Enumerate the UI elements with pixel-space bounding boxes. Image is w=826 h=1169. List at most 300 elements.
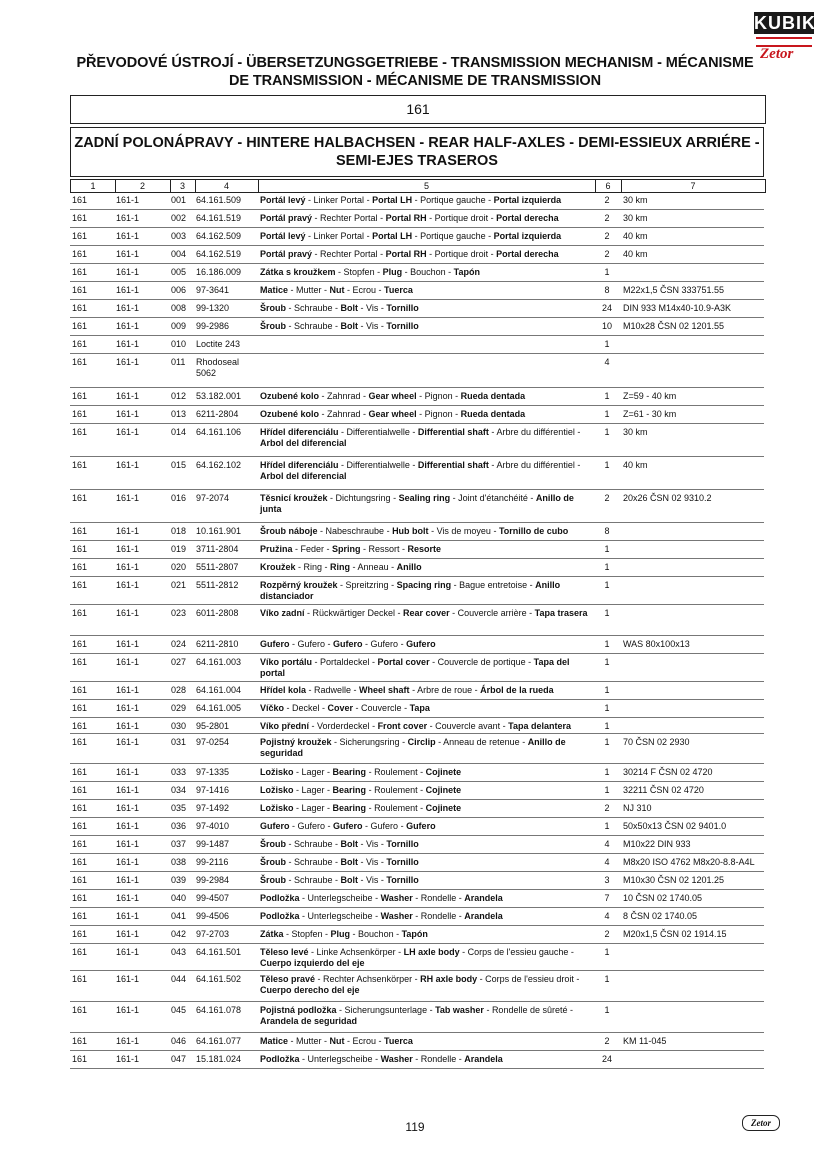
cell-c3: 037: [171, 839, 187, 849]
cell-c6: 1: [604, 562, 610, 572]
cell-c5: Podložka - Unterlegscheibe - Washer - Rondelle - Arandela: [260, 911, 503, 921]
table-row: [70, 926, 764, 944]
cell-c3: 010: [171, 339, 187, 349]
cell-c6: 1: [604, 460, 610, 470]
cell-c2: 161-1: [116, 875, 140, 885]
kubik-zetor-logo: [754, 12, 814, 72]
table-row: [70, 559, 764, 577]
cell-c5: Zátka - Stopfen - Plug - Bouchon - Tapón: [260, 929, 428, 939]
cell-c4: 5511-2812: [196, 580, 239, 590]
cell-c6: 24: [601, 1054, 612, 1064]
cell-c1: 161: [72, 493, 88, 503]
cell-c5: Těleso pravé - Rechter Achsenkörper - RH axle body - Corps de l'essieu droit - Cuerpo derecho del eje: [260, 974, 580, 995]
table-row: [70, 1033, 764, 1051]
cell-c1: 161: [72, 409, 88, 419]
cell-c2: 161-1: [116, 608, 140, 618]
cell-c5: Portál levý - Linker Portal - Portal LH - Portique gauche - Portal izquierda: [260, 195, 562, 205]
cell-c1: 161: [72, 526, 88, 536]
cell-c6: 1: [604, 785, 610, 795]
cell-c4: 64.161.502: [196, 974, 242, 984]
cell-c5: Podložka - Unterlegscheibe - Washer - Rondelle - Arandela: [260, 893, 503, 903]
cell-c4: Loctite 243: [196, 339, 241, 349]
cell-c7: DIN 933 M14x40-10.9-A3K: [623, 303, 732, 313]
cell-c3: 005: [171, 267, 187, 277]
cell-c2: 161-1: [116, 285, 140, 295]
cell-c1: 161: [72, 685, 88, 695]
cell-c3: 001: [171, 195, 187, 205]
cell-c6: 2: [604, 213, 610, 223]
footer-zetor-logo: Zetor: [742, 1115, 780, 1131]
cell-c6: 10: [601, 321, 612, 331]
cell-c7: 8 ČSN 02 1740.05: [623, 911, 698, 921]
cell-c3: 035: [171, 803, 187, 813]
table-row: [70, 318, 764, 336]
cell-c5: Gufero - Gufero - Gufero - Gufero - Gufero: [260, 821, 436, 831]
cell-c4: 64.161.005: [196, 703, 242, 713]
cell-c1: 161: [72, 857, 88, 867]
cell-c2: 161-1: [116, 929, 140, 939]
cell-c7: 70 ČSN 02 2930: [623, 737, 690, 747]
cell-c6: 2: [604, 1036, 610, 1046]
cell-c2: 161-1: [116, 544, 140, 554]
cell-c4: 64.161.519: [196, 213, 242, 223]
cell-c2: 161-1: [116, 785, 140, 795]
cell-c4: 97-1492: [196, 803, 230, 813]
cell-c4: 99-1487: [196, 839, 230, 849]
table-row: [70, 523, 764, 541]
cell-c2: 161-1: [116, 737, 140, 747]
cell-c3: 030: [171, 721, 187, 731]
cell-c2: 161-1: [116, 357, 140, 367]
cell-c3: 041: [171, 911, 187, 921]
cell-c6: 4: [604, 839, 610, 849]
cell-c3: 042: [171, 929, 187, 939]
cell-c6: 8: [604, 526, 610, 536]
cell-c3: 019: [171, 544, 187, 554]
cell-c5: Matice - Mutter - Nut - Ecrou - Tuerca: [260, 285, 413, 295]
cell-c7: Z=59 - 40 km: [623, 391, 677, 401]
cell-c5: Ložisko - Lager - Bearing - Roulement - Cojinete: [260, 785, 462, 795]
cell-c2: 161-1: [116, 821, 140, 831]
cell-c3: 036: [171, 821, 187, 831]
cell-c5: Šroub - Schraube - Bolt - Vis - Tornillo: [260, 839, 419, 849]
cell-c5: Víko přední - Vorderdeckel - Front cover - Couvercle avant - Tapa delantera: [260, 721, 571, 731]
table-row: [70, 654, 764, 682]
cell-c6: 1: [604, 608, 610, 618]
cell-c2: 161-1: [116, 339, 140, 349]
table-row: [70, 682, 764, 700]
cell-c5: Pružina - Feder - Spring - Ressort - Resorte: [260, 544, 442, 554]
cell-c2: 161-1: [116, 409, 140, 419]
cell-c1: 161: [72, 231, 88, 241]
cell-c1: 161: [72, 580, 88, 590]
cell-c3: 018: [171, 526, 187, 536]
cell-c4: 3711-2804: [196, 544, 239, 554]
cell-c5: Těsnicí kroužek - Dichtungsring - Sealing ring - Joint d'étanchéité - Anillo de junta: [260, 493, 574, 514]
cell-c3: 046: [171, 1036, 187, 1046]
cell-c7: M8x20 ISO 4762 M8x20-8.8-A4L: [623, 857, 755, 867]
cell-c2: 161-1: [116, 657, 140, 667]
cell-c4: 99-4506: [196, 911, 230, 921]
cell-c7: 20x26 ČSN 02 9310.2: [623, 493, 712, 503]
cell-c2: 161-1: [116, 580, 140, 590]
cell-c1: 161: [72, 562, 88, 572]
cell-c3: 008: [171, 303, 187, 313]
cell-c3: 033: [171, 767, 187, 777]
table-row: [70, 908, 764, 926]
cell-c5: Rozpěrný kroužek - Spreitzring - Spacing ring - Bague entretoise - Anillo distanciador: [260, 580, 561, 601]
cell-c2: 161-1: [116, 767, 140, 777]
cell-c7: 40 km: [623, 460, 648, 470]
table-row: [70, 764, 764, 782]
cell-c2: 161-1: [116, 391, 140, 401]
cell-c3: 034: [171, 785, 187, 795]
cell-c6: 1: [604, 685, 610, 695]
cell-c1: 161: [72, 703, 88, 713]
cell-c4: 99-2986: [196, 321, 230, 331]
cell-c3: 015: [171, 460, 187, 470]
cell-c5: Šroub - Schraube - Bolt - Vis - Tornillo: [260, 303, 419, 313]
cell-c2: 161-1: [116, 493, 140, 503]
cell-c4: 53.182.001: [196, 391, 242, 401]
cell-c5: Ložisko - Lager - Bearing - Roulement - Cojinete: [260, 767, 462, 777]
cell-c1: 161: [72, 947, 88, 957]
cell-c6: 1: [604, 267, 610, 277]
table-row: [70, 700, 764, 718]
cell-c4: 97-2074: [196, 493, 230, 503]
cell-c6: 1: [604, 409, 610, 419]
cell-c5: Pojistný kroužek - Sicherungsring - Circlip - Anneau de retenue - Anillo de seguridad: [260, 737, 566, 758]
cell-c4: 64.161.078: [196, 1005, 242, 1015]
cell-c6: 2: [604, 249, 610, 259]
cell-c1: 161: [72, 427, 88, 437]
cell-c4: 97-0254: [196, 737, 230, 747]
col-header-7: 7: [690, 181, 696, 191]
cell-c7: 50x50x13 ČSN 02 9401.0: [623, 821, 727, 831]
cell-c1: 161: [72, 391, 88, 401]
cell-c7: Z=61 - 30 km: [623, 409, 677, 419]
cell-c5: Pojistná podložka - Sicherungsunterlage - Tab washer - Rondelle de sûreté - Arandela de seguridad: [260, 1005, 573, 1026]
cell-c5: Portál pravý - Rechter Portal - Portal RH - Portique droit - Portal derecha: [260, 249, 559, 259]
cell-c3: 043: [171, 947, 187, 957]
cell-c1: 161: [72, 1054, 88, 1064]
cell-c3: 038: [171, 857, 187, 867]
cell-c2: 161-1: [116, 303, 140, 313]
table-row: [70, 282, 764, 300]
cell-c7: 40 km: [623, 231, 648, 241]
cell-c1: 161: [72, 213, 88, 223]
cell-c2: 161-1: [116, 685, 140, 695]
cell-c2: 161-1: [116, 460, 140, 470]
cell-c4: 64.161.003: [196, 657, 242, 667]
table-row: [70, 636, 764, 654]
table-row: [70, 890, 764, 908]
cell-c1: 161: [72, 737, 88, 747]
cell-c5: Víko portálu - Portaldeckel - Portal cover - Couvercle de portique - Tapa del portal: [260, 657, 570, 678]
cell-c1: 161: [72, 821, 88, 831]
cell-c4: 64.162.509: [196, 231, 242, 241]
cell-c4: 10.161.901: [196, 526, 242, 536]
cell-c6: 3: [604, 875, 610, 885]
cell-c2: 161-1: [116, 1054, 140, 1064]
cell-c1: 161: [72, 875, 88, 885]
cell-c5: Podložka - Unterlegscheibe - Washer - Rondelle - Arandela: [260, 1054, 503, 1064]
table-row: [70, 944, 764, 971]
table-row: [70, 424, 764, 457]
cell-c6: 1: [604, 544, 610, 554]
cell-c3: 016: [171, 493, 187, 503]
cell-c4: 99-2116: [196, 857, 229, 867]
cell-c3: 027: [171, 657, 187, 667]
cell-c5: Hřídel diferenciálu - Differentialwelle - Differential shaft - Arbre du différentiel - Arbol del diferencial: [260, 460, 581, 481]
cell-c7: M10x22 DIN 933: [623, 839, 691, 849]
cell-c1: 161: [72, 893, 88, 903]
cell-c3: 028: [171, 685, 187, 695]
cell-c2: 161-1: [116, 803, 140, 813]
cell-c3: 031: [171, 737, 187, 747]
cell-c1: 161: [72, 195, 88, 205]
cell-c1: 161: [72, 544, 88, 554]
group-number: 161: [70, 95, 766, 124]
cell-c2: 161-1: [116, 1036, 140, 1046]
cell-c5: Víko zadní - Rückwärtiger Deckel - Rear cover - Couvercle arrière - Tapa trasera: [260, 608, 588, 618]
cell-c5: Víčko - Deckel - Cover - Couvercle - Tapa: [260, 703, 430, 713]
cell-c6: 1: [604, 391, 610, 401]
cell-c5: Hřídel kola - Radwelle - Wheel shaft - Arbre de roue - Árbol de la rueda: [260, 685, 554, 695]
cell-c6: 1: [604, 580, 610, 590]
cell-c2: 161-1: [116, 321, 140, 331]
cell-c6: 4: [604, 357, 610, 367]
cell-c6: 8: [604, 285, 610, 295]
cell-c1: 161: [72, 303, 88, 313]
table-row: [70, 1051, 764, 1069]
cell-c3: 020: [171, 562, 187, 572]
cell-c5: Šroub - Schraube - Bolt - Vis - Tornillo: [260, 857, 419, 867]
cell-c7: 30 km: [623, 195, 648, 205]
cell-c2: 161-1: [116, 249, 140, 259]
cell-c4: 64.162.102: [196, 460, 242, 470]
cell-c1: 161: [72, 1036, 88, 1046]
cell-c4: 5511-2807: [196, 562, 239, 572]
cell-c6: 1: [604, 703, 610, 713]
cell-c3: 021: [171, 580, 187, 590]
cell-c1: 161: [72, 285, 88, 295]
cell-c3: 011: [171, 357, 186, 367]
logo-brand: KUBIK: [754, 13, 816, 33]
col-header-1: 1: [90, 181, 96, 191]
cell-c1: 161: [72, 974, 88, 984]
table-row: [70, 388, 764, 406]
cell-c2: 161-1: [116, 639, 140, 649]
cell-c1: 161: [72, 321, 88, 331]
cell-c7: NJ 310: [623, 803, 652, 813]
table-row: [70, 300, 764, 318]
cell-c5: Šroub - Schraube - Bolt - Vis - Tornillo: [260, 875, 419, 885]
cell-c5: Šroub - Schraube - Bolt - Vis - Tornillo: [260, 321, 419, 331]
cell-c2: 161-1: [116, 839, 140, 849]
cell-c4: 64.161.077: [196, 1036, 242, 1046]
cell-c6: 1: [604, 721, 610, 731]
page-title: PŘEVODOVÉ ÚSTROJÍ - ÜBERSETZUNGSGETRIEBE - TRANSMISSION MECHANISM - MÉCANISME DE TRANSMISSION - MÉCANISME DE TRANSMISSION: [76, 55, 754, 89]
cell-c4: 97-1416: [196, 785, 230, 795]
cell-c6: 1: [604, 639, 610, 649]
cell-c6: 4: [604, 911, 610, 921]
cell-c3: 009: [171, 321, 187, 331]
cell-c6: 2: [604, 493, 610, 503]
col-header-6: 6: [605, 181, 611, 191]
cell-c4: 6211-2804: [196, 409, 239, 419]
cell-c4: 95-2801: [196, 721, 230, 731]
cell-c1: 161: [72, 639, 88, 649]
cell-c4: 6011-2808: [196, 608, 239, 618]
cell-c3: 029: [171, 703, 187, 713]
cell-c1: 161: [72, 911, 88, 921]
cell-c3: 044: [171, 974, 187, 984]
cell-c7: M10x28 ČSN 02 1201.55: [623, 321, 725, 331]
cell-c1: 161: [72, 803, 88, 813]
table-row: [70, 818, 764, 836]
cell-c1: 161: [72, 1005, 88, 1015]
cell-c5: Gufero - Gufero - Gufero - Gufero - Gufero: [260, 639, 436, 649]
cell-c4: 64.161.509: [196, 195, 242, 205]
cell-c1: 161: [72, 839, 88, 849]
cell-c4: 6211-2810: [196, 639, 239, 649]
cell-c5: Zátka s kroužkem - Stopfen - Plug - Bouchon - Tapón: [260, 267, 480, 277]
cell-c3: 013: [171, 409, 187, 419]
cell-c3: 012: [171, 391, 187, 401]
cell-c4: 64.161.106: [196, 427, 242, 437]
page-number: 119: [405, 1120, 425, 1134]
cell-c4: 97-1335: [196, 767, 230, 777]
table-row: [70, 605, 764, 636]
cell-c3: 045: [171, 1005, 187, 1015]
cell-c1: 161: [72, 929, 88, 939]
table-row: [70, 406, 764, 424]
cell-c6: 1: [604, 737, 610, 747]
cell-c1: 161: [72, 249, 88, 259]
cell-c4: 99-1320: [196, 303, 230, 313]
cell-c7: WAS 80x100x13: [623, 639, 690, 649]
table-row: [70, 264, 764, 282]
cell-c5: Ozubené kolo - Zahnrad - Gear wheel - Pignon - Rueda dentada: [260, 409, 526, 419]
cell-c3: 024: [171, 639, 187, 649]
cell-c5: Kroužek - Ring - Ring - Anneau - Anillo: [260, 562, 422, 572]
table-row: [70, 836, 764, 854]
table-row: [70, 872, 764, 890]
cell-c7: M20x1,5 ČSN 02 1914.15: [623, 929, 727, 939]
cell-c2: 161-1: [116, 526, 140, 536]
logo-sub: Zetor: [760, 46, 794, 62]
cell-c6: 7: [604, 893, 610, 903]
cell-c5: Hřídel diferenciálu - Differentialwelle - Differential shaft - Arbre du différentiel - Arbol del diferencial: [260, 427, 581, 448]
cell-c2: 161-1: [116, 195, 140, 205]
table-row: [70, 854, 764, 872]
cell-c6: 1: [604, 427, 610, 437]
cell-c3: 039: [171, 875, 187, 885]
cell-c5: Těleso levé - Linke Achsenkörper - LH axle body - Corps de l'essieu gauche - Cuerpo izquierdo del eje: [260, 947, 574, 968]
cell-c2: 161-1: [116, 1005, 140, 1015]
cell-c5: Matice - Mutter - Nut - Ecrou - Tuerca: [260, 1036, 413, 1046]
table-row: [70, 336, 764, 354]
cell-c2: 161-1: [116, 231, 140, 241]
table-row: [70, 246, 764, 264]
cell-c1: 161: [72, 721, 88, 731]
cell-c6: 4: [604, 857, 610, 867]
cell-c7: M10x30 ČSN 02 1201.25: [623, 875, 725, 885]
cell-c4: Rhodoseal 5062: [196, 357, 240, 378]
cell-c4: 64.161.004: [196, 685, 242, 695]
cell-c2: 161-1: [116, 562, 140, 572]
parts-table: [70, 192, 764, 1069]
cell-c7: 40 km: [623, 249, 648, 259]
cell-c2: 161-1: [116, 974, 140, 984]
cell-c4: 99-2984: [196, 875, 230, 885]
cell-c2: 161-1: [116, 267, 140, 277]
table-row: [70, 734, 764, 764]
cell-c6: 1: [604, 767, 610, 777]
cell-c1: 161: [72, 608, 88, 618]
cell-c4: 97-2703: [196, 929, 230, 939]
cell-c7: 30 km: [623, 427, 648, 437]
cell-c7: 32211 ČSN 02 4720: [623, 785, 704, 795]
table-row: [70, 490, 764, 523]
cell-c6: 24: [601, 303, 612, 313]
col-header-3: 3: [179, 181, 185, 191]
cell-c2: 161-1: [116, 703, 140, 713]
cell-c6: 2: [604, 929, 610, 939]
cell-c1: 161: [72, 767, 88, 777]
cell-c5: Portál levý - Linker Portal - Portal LH - Portique gauche - Portal izquierda: [260, 231, 562, 241]
table-row: [70, 1002, 764, 1033]
cell-c7: 30214 F ČSN 02 4720: [623, 767, 713, 777]
cell-c6: 2: [604, 195, 610, 205]
cell-c2: 161-1: [116, 893, 140, 903]
cell-c2: 161-1: [116, 213, 140, 223]
table-header: [70, 179, 766, 193]
cell-c4: 99-4507: [196, 893, 230, 903]
cell-c6: 1: [604, 339, 610, 349]
col-header-2: 2: [139, 181, 145, 191]
cell-c4: 15.181.024: [196, 1054, 242, 1064]
table-row: [70, 354, 764, 388]
cell-c7: 30 km: [623, 213, 648, 223]
cell-c1: 161: [72, 460, 88, 470]
cell-c4: 97-4010: [196, 821, 230, 831]
table-row: [70, 577, 764, 605]
table-row: [70, 800, 764, 818]
cell-c7: 10 ČSN 02 1740.05: [623, 893, 703, 903]
col-header-5: 5: [423, 181, 429, 191]
cell-c5: Ložisko - Lager - Bearing - Roulement - Cojinete: [260, 803, 462, 813]
cell-c7: M22x1,5 ČSN 333751.55: [623, 285, 725, 295]
cell-c3: 047: [171, 1054, 187, 1064]
cell-c4: 16.186.009: [196, 267, 242, 277]
col-header-4: 4: [223, 181, 229, 191]
cell-c3: 004: [171, 249, 187, 259]
table-row: [70, 210, 764, 228]
cell-c4: 64.162.519: [196, 249, 242, 259]
cell-c3: 003: [171, 231, 187, 241]
table-row: [70, 228, 764, 246]
cell-c6: 2: [604, 803, 610, 813]
cell-c1: 161: [72, 657, 88, 667]
cell-c5: Portál pravý - Rechter Portal - Portal RH - Portique droit - Portal derecha: [260, 213, 559, 223]
cell-c4: 64.161.501: [196, 947, 242, 957]
cell-c3: 014: [171, 427, 187, 437]
cell-c2: 161-1: [116, 857, 140, 867]
cell-c3: 040: [171, 893, 187, 903]
cell-c6: 2: [604, 231, 610, 241]
